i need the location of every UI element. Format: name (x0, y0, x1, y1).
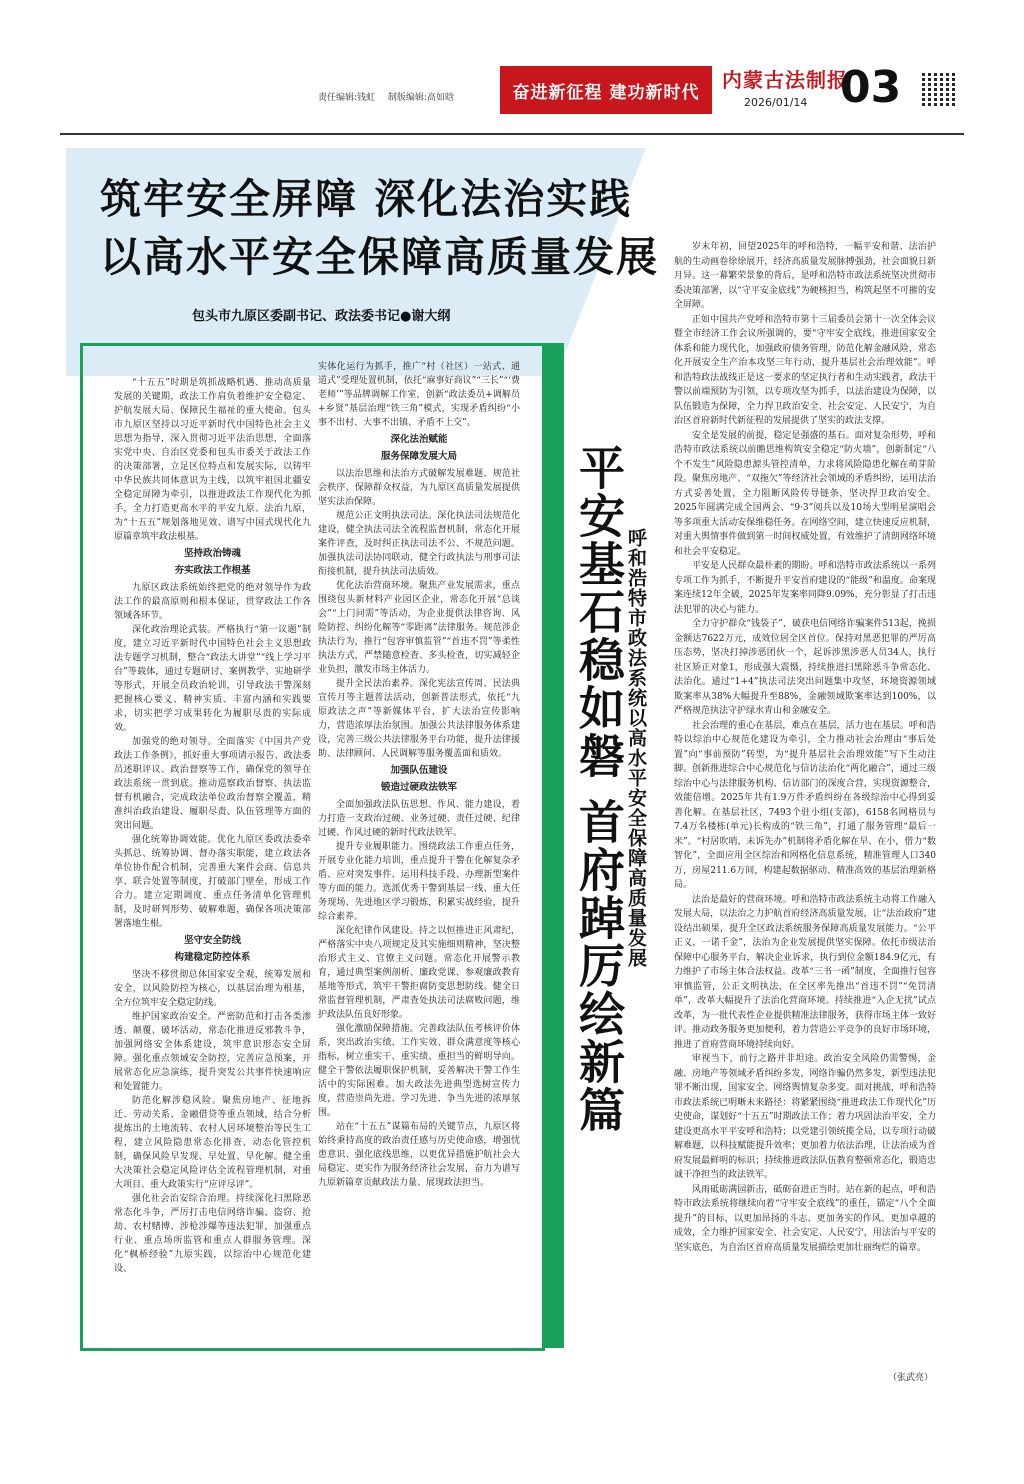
paragraph: “十五五”时期是筑抓战略机遇、推动高质量发展的关键期，政法工作肩负着维护安全稳定、护航发展大局、保障民生福祉的重大使命。包头市九原区坚持以习近平新时代中国特色社会主义思想为指导，深入贯彻习近平法治思想，全面落实党中央、自治区党委和包头市委关于政法工作的决策部署，立足区位特点和发展实际，以铸牢中华民族共同体意识为主线，以筑牢祖国北疆安全稳定屏障为牵引，以推进政法工作现代化为抓手，全力打造更高水平的平安九原、法治九原，为“十五五”规划落地见效、谱写中国式现代化九原篇章筑牢政法根基。 (114, 378, 311, 542)
paragraph: 优化法治营商环境。聚焦产业发展需求，重点围绕包头新材料产业园区企业，常态化开展“总谈会”“上门问需”等活动，为企业提供法律咨询、风险防控、纠纷化解等“零距离”法律服务。规范涉企执法行为，推行“包容审慎监管”“首违不罚”等柔性执法方式，严禁随意检查、多头检查，切实减轻企业负担，激发市场主体活力。 (318, 581, 520, 675)
right-article-subtitle: 呼和浩特市政法系统以高水平安全保障高质量发展 (625, 528, 647, 968)
qr-code-icon[interactable] (922, 72, 956, 106)
paragraph: 深化政治理论武装。严格执行“第一议题”制度，建立习近平新时代中国特色社会主义思想政法专题学习机制，整合“政法大讲堂”“线上学习平台”等载体，通过专题研讨、案例教学、实地研学等形式，开展全员政治轮训，引导政法干警深刻把握核心要义、精神实质、丰富内涵和实践要求，切实把学习成果转化为履职尽责的实际成效。 (114, 625, 311, 733)
subheading: 加强队伍建设 (390, 765, 448, 776)
art-editor-label: 制版编辑:高如晗 (387, 93, 454, 103)
paragraph: 审视当下，前行之路并非坦途。政治安全风险仍需警惕，金融、房地产等领域矛盾纠纷多发，网络诈骗仍然多发，新型违法犯罪不断出现，国家安全、网络舆情复杂多变。面对挑战，呼和浩特市政法系统已明晰未来路径：将紧紧围绕“推进政法工作现代化”历史使命，谋划好“十五五”时期政法工作；着力巩固法治平安，全力建设更高水平平安呼和浩特；以党建引领统揽全局，以专项行动破解难题，以科技赋能提升效率；更加着力依法治理，让法治成为首府发展最鲜明的标识；持续推进政法队伍教育整顿常态化，锻造忠诚干净担当的政法铁军。 (674, 1054, 936, 1180)
page-number: 03 (840, 62, 902, 113)
paragraph: 强化激励保障措施。完善政法队伍考核评价体系，突出政治实绩、工作实效、群众满意度等核心指标，树立重实干、重实绩、重担当的鲜明导向。健全干警依法履职保护机制，妥善解决干警工作生活中的实际困难。加大政法先进典型选树宣传力度，营造崇尚先进、学习先进、争当先进的浓厚氛围。 (318, 1024, 520, 1118)
paragraph: 岁末年初，回望2025年的呼和浩特，一幅平安和谐、法治护航的生动画卷徐徐展开，经济高质量发展脉搏强劲，社会面貌日新月异。这一幕繁荣景象的背后，是呼和浩特市政法系统坚决贯彻市委决策部署，以“守平安金底线”为硬核担当，构筑起坚不可摧的安全屏障。 (674, 242, 936, 310)
subheading: 坚持政治铸魂 (183, 548, 241, 559)
paragraph: 站在“十五五”谋篇布局的关键节点，九原区将始终秉持高度的政治责任感与历史使命感，增强忧患意识、强化底线思维，以更优异措施护航社会大局稳定、更实作为服务经济社会发展，奋力为谱写九原新篇章贡献政法力量、展现政法担当。 (318, 1122, 520, 1188)
header-rule (60, 133, 964, 135)
paragraph: 防范化解涉稳风险。聚焦房地产、征地拆迁、劳动关系、金融借贷等重点领域，结合分析提炼出的土地流转、农村人居环境整治等民生工程，建立风险隐患常态化排查、动态化管控机制，确保风险早发现、早处置、早化解。健全重大决策社会稳定风险评估全流程管理机制，对重大项目、重大政策实行“应评尽评”。 (114, 1096, 311, 1190)
paragraph: 平安是人民群众最朴素的期盼。呼和浩特市政法系统以一系列专项工作为抓手，不断提升平安首府建设的“能级”和温度。命案现案连续12年全破，2025年发案率同降9.09%，充分彰显了打击违法犯罪的决心与能力。 (674, 561, 936, 615)
paragraph: 社会治理的重心在基层，难点在基层，活力也在基层。呼和浩特以综治中心规范化建设为牵引，全力推动社会治理由“事后处置”向“事前预防”转型，为“提升基层社会治理效能”写下生动注脚。创新推进综合中心规范化与信访法治化“两化融合”，通过三级综治中心与法律服务机构、信访部门的深度合营，实现资源整合，效能倍增。2025年共有1.9万件矛盾纠纷在各级综治中心得到妥善化解。在基层社区，7493个驻小组(支部)，6158名网格员与7.4万名楼栋(单元)长构成的“铁三角”，打通了服务管理“最后一米”。“村居吹哨、未诉先办”机制将矛盾化解在早、在小，借力“数智化”，全面应用全区综治和网格化信息系统，精准管理人口340万，房屋211.6万间，构建起数据驱动、精准高效的基层治理新格局。 (674, 720, 936, 890)
paragraph: 强化社会治安综合治理。持续深化扫黑除恶常态化斗争，严厉打击电信网络诈骗、盗窃、抢劫、农村赌博、涉枪涉爆等违法犯罪，加强重点行业、重点场所监管和重点人群服务管理。深化“枫桥经验”九原实践，以综治中心规范化建设、 (114, 1194, 311, 1274)
paragraph: 加强党的绝对领导。全面落实《中国共产党政法工作条例》，抓好重大事项请示报告、政法委员述职评议、政治督察等工作，确保党的领导在政法系统一贯到底。推动巡察政治督察、执法监督有机融合，完成政法单位政治督察全覆盖，精准纠治政治建设、履职尽责、队伍管理等方面的突出问题。 (114, 737, 311, 831)
paragraph: 坚决不移贯彻总体国家安全观，统筹发展和安全，以风险防控为核心，以基层治理为根基，全方位筑牢安全稳定防线。 (114, 970, 311, 1008)
paragraph: 实体化运行为抓手，推广“村（社区）一站式、通道式”受理处置机制，依托“麻事好商议”“三长”“‘费老师’”等品牌调解工作室，创新“政法委员+调解员+乡贤”基层治理“铁三角”模式，实现矛盾纠纷“小事不出村、大事不出镇、矛盾不上交”。 (318, 362, 520, 428)
paragraph: 法治是最好的营商环境。呼和浩特市政法系统主动将工作融入发展大局，以法治之力护航首府经济高质量发展，让“法治政府”建设结出硕果，提升全区政法系统服务保障高质量发展能力。“公平正义，一诺千金”，法治为企业发展提供坚实保障。依托市级法治保障中心服务平台，解决企业诉求，执行到位金额184.9亿元，有力维护了市场主体合法权益。改革“三书一函”制度，全面推行包容审慎监管，公正文明执法，在全区率先推出“首违不罚”“免罚清单”，改革大幅提升了法治化营商环境。持续推进“入企无扰”试点改革，为一批代表性企业提供精准法律服务，获得市场主体一致好评。推动政务服务更加便利，着力营造公平竞争的良好市场环境，推进了首府营商环境持续向好。 (674, 894, 936, 1050)
subheading: 服务保障发展大局 (380, 451, 457, 462)
issue-date: 2026/01/14 (744, 96, 808, 109)
paragraph: 以法治思维和法治方式破解发展难题、规范社会秩序、保障群众权益，为九原区高质量发展提供坚实法治保障。 (318, 469, 520, 507)
article-title-line2: 以高水平安全保障高质量发展 (100, 233, 659, 281)
right-article-author: （张武亮） (888, 1373, 934, 1383)
article-column-a (114, 376, 311, 1336)
article-title-line1: 筑牢安全屏障 深化法治实践 (100, 175, 633, 223)
subheading: 坚守安全防线 (183, 935, 241, 946)
paragraph: 提升全民法治素养。深化宪法宣传周、民法典宣传月等主题普法活动，创新普法形式，依托“九原政法之声”等新媒体平台，扩大法治宣传影响力，营造浓厚法治氛围。加强公共法律服务体系建设，完善三级公共法律服务平台功能，提升法律援助、法律顾问、人民调解等服务覆盖面和质效。 (318, 679, 520, 759)
section-banner: 奋进新征程 建功新时代 (500, 66, 712, 114)
paragraph: 安全是发展的前提，稳定是强盛的基石。面对复杂形势，呼和浩特市政法系统以前瞻思维构筑安全稳定“防火墙”，创新制定“八个不发生”风险隐患源头管控清单，力求将风险隐患化解在萌芽阶段。聚焦房地产、“双拖欠”等经济社会领域的矛盾纠纷，运用法治方式妥善处置，全力阻断风险传导链条，坚决捍卫政治安全。2025年圆满完成全国两会、“9·3”阅兵以及10场大型明星演唱会等多项重大活动安保维稳任务。在网络空间，建立快速反应机制，对重大舆情事件做到第一时间权威处置，有效维护了清朗网络环境和社会平安稳定。 (674, 430, 936, 557)
paragraph: 全力守护群众“钱袋子”，破获电信网络诈骗案件513起，挽损金额达7622万元，成效位居全区首位。保持对黑恶犯罪的严厉高压态势，坚决打掉涉恶团伙一个，起诉涉黑涉恶人员34人，执行社区矫正对象1，形成强大震慑，持续推进扫黑除恶斗争常态化、法治化。通过“1+4”执法司法突出问题集中攻坚，环境资源领域欺案率从38%大幅提升至88%，金融领域欺案率达到100%，以严格规范执法守护绿水青山和金融安全。 (674, 619, 936, 716)
paragraph: 规范公正文明执法司法。深化执法司法规范化建设，健全执法司法全流程监督机制，常态化开展案件评查，及时纠正执法司法不公、不规范问题。加强执法司法协同联动，健全行政执法与刑事司法衔接机制，提升执法司法质效。 (318, 511, 520, 577)
paragraph: 维护国家政治安全。严密防范和打击各类渗透、颠覆、破坏活动，常态化推进反邪教斗争，加强网络安全体系建设，筑牢意识形态安全屏障。强化重点领域安全防控，完善应急预案，开展常态化应急演练，提升突发公共事件快速响应和处置能力。 (114, 1012, 311, 1092)
subheading: 锻造过硬政法铁军 (380, 782, 457, 793)
paragraph: 正如中国共产党呼和浩特市第十三届委员会第十一次全体会议暨全市经济工作会议所强调的，要“守牢安全底线，推进国家安全体系和能力现代化，加强政府债务管理，防范化解金融风险，常态化开展安全生产治本攻坚三年行动，提升基层社会治理效能”。呼和浩特政法战线正是这一要求的坚定执行者和生动实践者，政法干警以前端预防为引领，以专项攻坚为抓手，以法治建设为保障，以队伍锻造为保障，全力捍卫政治安全、社会安定、人民安宁，为自治区首府新时代新征程的发展提供了坚实的政法支撑。 (674, 314, 936, 426)
paragraph: 全面加强政法队伍思想、作风、能力建设，着力打造一支政治过硬、业务过硬、责任过硬、纪律过硬、作风过硬的新时代政法铁军。 (318, 800, 520, 838)
article-frame-bar (542, 343, 564, 1348)
subheading: 构建稳定防控体系 (174, 952, 251, 963)
subheading: 深化法治赋能 (390, 434, 448, 445)
paragraph: 深化纪律作风建设。持之以恒推进正风肃纪，严格落实中央八项规定及其实施细则精神，坚决整治形式主义、官僚主义问题。常态化开展警示教育，通过典型案例剖析、廉政党课、参观廉政教育基地等形式，筑牢干警拒腐防变思想防线。健全日常监督管理机制，严肃查处执法司法腐败问题，维护政法队伍良好形象。 (318, 926, 520, 1020)
editor-label: 责任编辑:钱虹 (318, 93, 376, 103)
paragraph: 强化统筹协调效能。优化九原区委政法委牵头抓总、统筹协调、督办落实职能，建立政法各单位协作配合机制，完善重大案件会商、信息共享、联合处置等制度，打破部门壁垒，形成工作合力。建立定期调度、重点任务清单化管理机制，及时研判形势、破解难题，确保各项决策部署落地生根。 (114, 835, 311, 929)
right-article-title: 平安基石稳如磐 首府踔厉绘新篇 (572, 444, 626, 1135)
right-article-column (674, 240, 936, 1380)
newspaper-logo: 内蒙古法制报 (722, 68, 848, 92)
paragraph: 提升专业履职能力。围绕政法工作重点任务，开展专业化能力培训，重点提升干警在化解复杂矛盾、应对突发事件、运用科技手段、办理新型案件等方面的能力。选派优秀干警到基层一线、重大任务现场、先进地区学习锻炼，积累实战经验，提升综合素养。 (318, 842, 520, 922)
article-byline: 包头市九原区委副书记、政法委书记●谢大纲 (192, 309, 451, 324)
article-column-b (318, 360, 520, 1336)
paragraph: 九原区政法系统始终把党的绝对领导作为政法工作的最高原则和根本保证，贯穿政法工作各领域各环节。 (114, 583, 311, 621)
editor-credits (318, 90, 464, 103)
paragraph: 风雨砥砺满园新击，砥砺奋进正当时。站在新的起点，呼和浩特市政法系统将继续向着“守牢安全底线”的重任，锚定“八个全面提升”的目标，以更加昂扬的斗志、更加务实的作风、更加卓越的成效，全力维护国家安全、社会安定、人民安宁，用法治与平安的坚实底色，为自治区首府高质量发展描绘更加壮丽绚烂的篇章。 (674, 1184, 936, 1253)
subheading: 夯实政法工作根基 (174, 565, 251, 576)
